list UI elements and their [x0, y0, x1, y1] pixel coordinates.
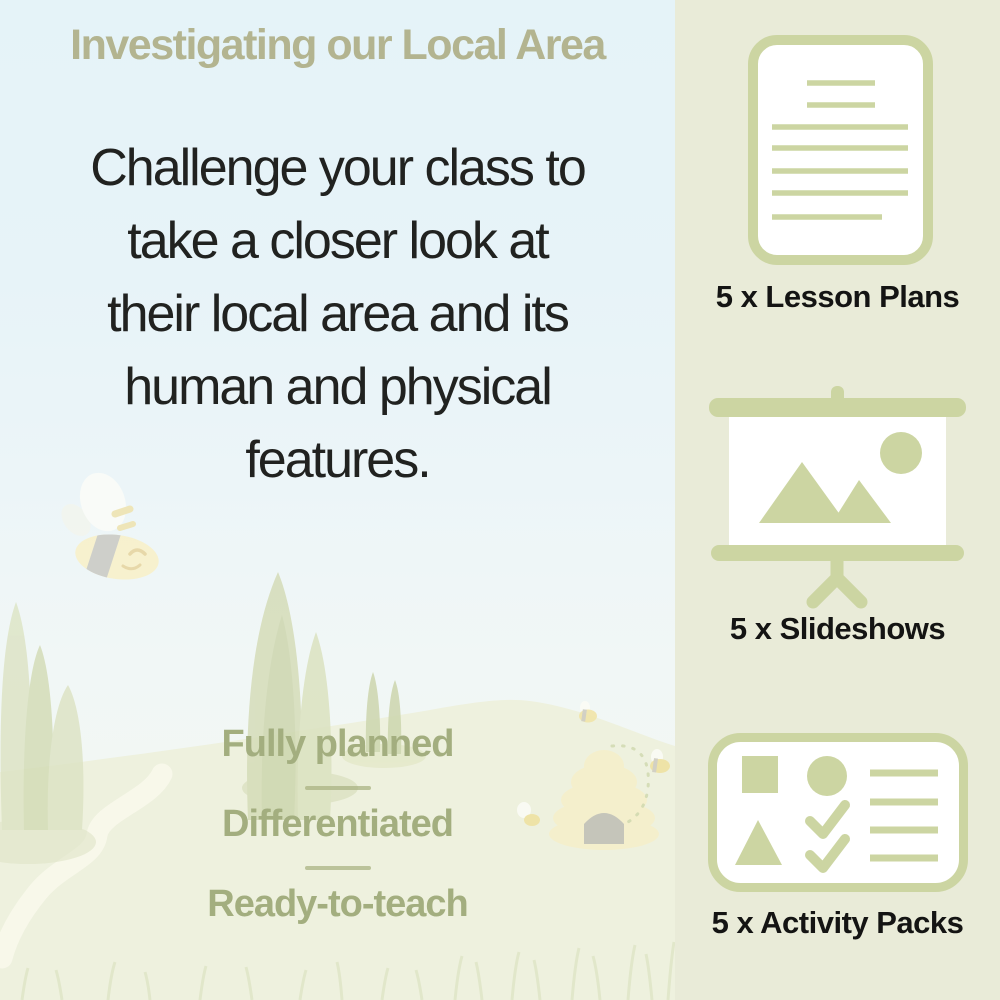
lesson-plans-label: 5 x Lesson Plans: [715, 279, 960, 314]
feature-fully-planned: Fully planned: [221, 723, 454, 765]
description-text: [0, 132, 675, 497]
contents-panel: [675, 0, 1000, 1000]
feature-list: [0, 723, 675, 925]
feature-divider: [305, 786, 371, 790]
page-title: Investigating our Local Area: [70, 21, 605, 69]
description-line: their local area and its: [107, 285, 568, 343]
activity-pack-card-icon: [708, 733, 968, 892]
description-line: features.: [245, 431, 430, 489]
description-line: take a closer look at: [127, 212, 548, 270]
feature-divider: [305, 866, 371, 870]
description-line: human and physical: [124, 358, 551, 416]
description-line: Challenge your class to: [90, 139, 585, 197]
lesson-plan-document-icon: [748, 35, 933, 265]
feature-differentiated: Differentiated: [222, 803, 453, 845]
slideshow-projector-screen-icon: [709, 386, 966, 610]
slideshows-label: 5 x Slideshows: [729, 611, 946, 646]
feature-ready-to-teach: Ready-to-teach: [207, 883, 468, 925]
activity-packs-label: 5 x Activity Packs: [711, 905, 964, 940]
